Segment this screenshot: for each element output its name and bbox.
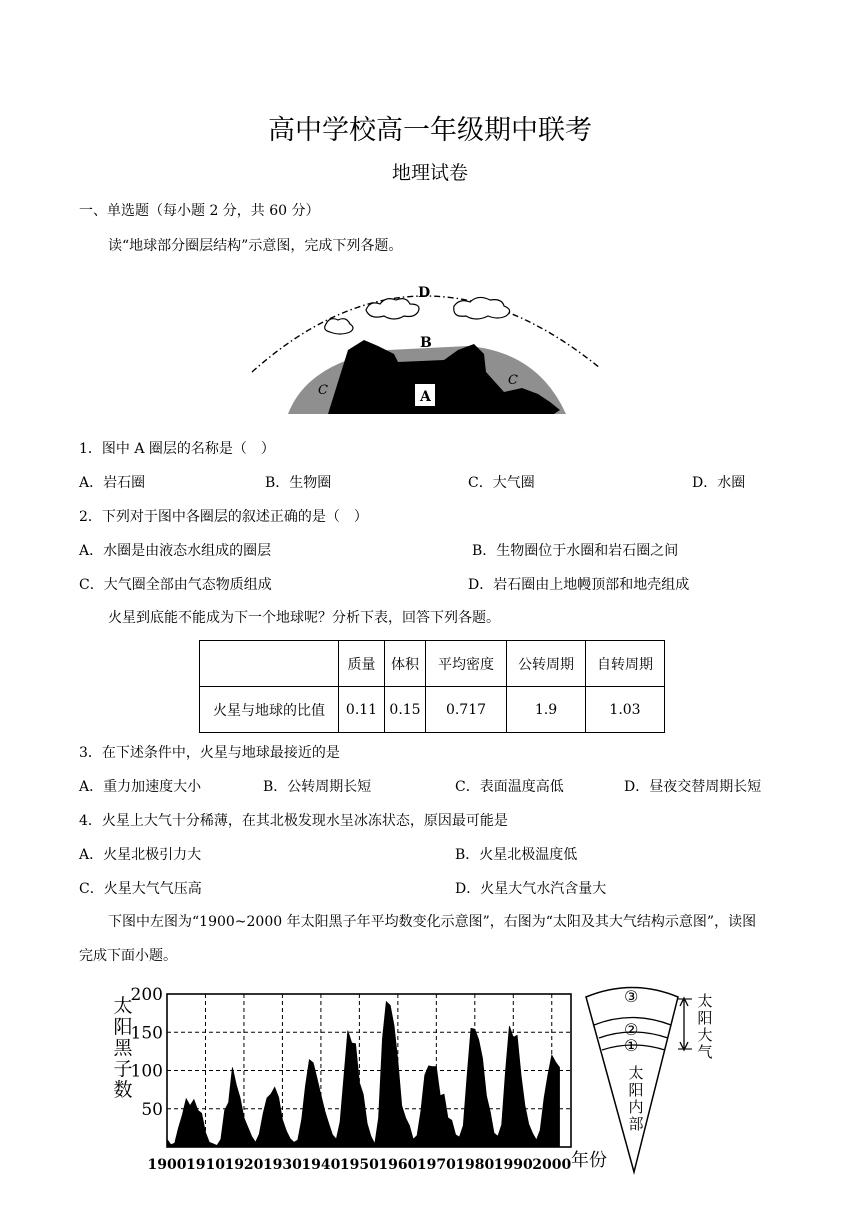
label-c-left: C	[318, 383, 328, 398]
table-header-cell: 自转周期	[586, 641, 665, 687]
x-tick-label: 1960	[378, 1157, 418, 1173]
section-heading: 一、单选题（每小题 2 分，共 60 分）	[79, 203, 320, 219]
intro-3-line-1: 下图中左图为“1900~2000 年太阳黑子年平均数变化示意图”，右图为“太阳及其大气结构示意图”，读图	[108, 914, 757, 930]
x-tick-label: 1970	[416, 1157, 456, 1173]
y-axis-label-char: 阳	[113, 1016, 133, 1038]
q1-option-b: B．生物圈	[265, 475, 332, 491]
y-axis-label-char: 太	[113, 995, 133, 1017]
x-tick-labels	[148, 1157, 572, 1173]
label-d: D	[418, 285, 431, 301]
q2-option-b: B．生物圈位于水圈和岩石圈之间	[472, 543, 679, 559]
q3-option-d: D．昼夜交替周期长短	[624, 779, 762, 795]
table-cell: 1.03	[586, 687, 665, 733]
x-tick-label: 1950	[339, 1157, 379, 1173]
q4-option-d: D．火星大气水汽含量大	[455, 881, 607, 897]
q4-stem: 4．火星上大气十分稀薄，在其北极发现水呈冰冻状态，原因最可能是	[79, 813, 508, 829]
layer-3-label: ③	[624, 987, 639, 1006]
table-header-cell: 公转周期	[507, 641, 586, 687]
y-axis-label-char: 数	[113, 1079, 133, 1101]
q3-option-b: B．公转周期长短	[263, 779, 372, 795]
layer-2-label: ②	[624, 1020, 639, 1039]
table-cell: 1.9	[507, 687, 586, 733]
x-axis-label: 年份	[571, 1150, 607, 1171]
sun-interior-label-char: 阳	[628, 1081, 644, 1099]
table-header-cell	[200, 641, 339, 687]
label-c-right: C	[508, 373, 518, 388]
q4-option-b: B．火星北极温度低	[455, 847, 578, 863]
y-tick-label: 50	[141, 1099, 163, 1120]
sun-atmosphere-label	[697, 992, 712, 1061]
y-tick-label: 100	[130, 1061, 163, 1082]
table-row	[200, 687, 665, 733]
cloud-3	[325, 319, 353, 334]
q2-stem: 2．下列对于图中各圈层的叙述正确的是（ ）	[79, 509, 368, 525]
sun-atmosphere-label-char: 气	[697, 1043, 713, 1061]
sun-atmosphere-label-char: 阳	[697, 1009, 713, 1027]
table-cell: 0.717	[426, 687, 507, 733]
sun-structure-figure	[580, 980, 720, 1180]
intro-3-line-2: 完成下面小题。	[79, 948, 177, 964]
cloud-1	[366, 299, 419, 319]
intro-2: 火星到底能不能成为下一个地球呢？分析下表，回答下列各题。	[108, 610, 500, 626]
y-axis-label	[113, 995, 133, 1101]
q3-option-a: A．重力加速度大小	[79, 779, 202, 795]
intro-1: 读“地球部分圈层结构”示意图，完成下列各题。	[108, 238, 403, 254]
q1-stem: 1．图中 A 圈层的名称是（ ）	[79, 441, 275, 457]
page-title: 高中学校高一年级期中联考	[268, 115, 592, 146]
q1-option-d: D．水圈	[692, 475, 746, 491]
table-cell: 0.15	[385, 687, 426, 733]
q3-option-c: C．表面温度高低	[455, 779, 564, 795]
cloud-2	[454, 297, 510, 319]
q4-option-a: A．火星北极引力大	[79, 847, 202, 863]
sun-atmosphere-label-char: 大	[697, 1026, 713, 1044]
mars-earth-table	[199, 640, 665, 733]
table-row-label: 火星与地球的比值	[200, 687, 339, 733]
q3-stem: 3．在下述条件中，火星与地球最接近的是	[79, 745, 340, 761]
page-subtitle: 地理试卷	[391, 162, 468, 184]
x-tick-label: 1900	[147, 1157, 187, 1173]
q2-option-a: A．水圈是由液态水组成的圈层	[79, 543, 272, 559]
sunspot-chart	[105, 980, 610, 1180]
y-tick-label: 150	[130, 1023, 163, 1044]
x-tick-label: 1930	[262, 1157, 302, 1173]
q4-option-c: C．火星大气气压高	[79, 881, 202, 897]
table-header-cell: 体积	[385, 641, 426, 687]
q1-option-a: A．岩石圈	[79, 475, 146, 491]
x-tick-label: 1920	[224, 1157, 264, 1173]
y-axis-label-char: 子	[113, 1058, 133, 1080]
table-cell: 0.11	[339, 687, 385, 733]
label-b: B	[420, 335, 432, 351]
sun-interior-label-char: 部	[628, 1115, 644, 1133]
layer-1-label: ①	[624, 1036, 639, 1055]
q1-option-c: C．大气圈	[468, 475, 535, 491]
label-a: A	[420, 389, 431, 405]
x-tick-label: 1910	[185, 1157, 225, 1173]
x-tick-label: 1980	[455, 1157, 495, 1173]
q2-option-c: C．大气圈全部由气态物质组成	[79, 577, 272, 593]
y-tick-labels	[131, 985, 163, 1120]
q2-option-d: D．岩石圈由上地幔顶部和地壳组成	[468, 577, 690, 593]
sun-interior-label-char: 内	[628, 1098, 644, 1116]
sun-atmosphere-label-char: 太	[697, 992, 713, 1010]
y-tick-label: 200	[130, 985, 163, 1005]
table-header-row	[200, 641, 665, 687]
sunspot-area	[167, 1002, 560, 1147]
table-header-cell: 质量	[339, 641, 385, 687]
x-tick-label: 2000	[532, 1157, 572, 1173]
sun-interior-label	[628, 1064, 643, 1133]
table-header-cell: 平均密度	[426, 641, 507, 687]
y-axis-label-char: 黑	[113, 1037, 133, 1059]
earth-spheres-figure	[248, 262, 608, 420]
sun-interior-label-char: 太	[628, 1064, 644, 1082]
x-tick-label: 1990	[493, 1157, 533, 1173]
x-tick-label: 1940	[301, 1157, 341, 1173]
